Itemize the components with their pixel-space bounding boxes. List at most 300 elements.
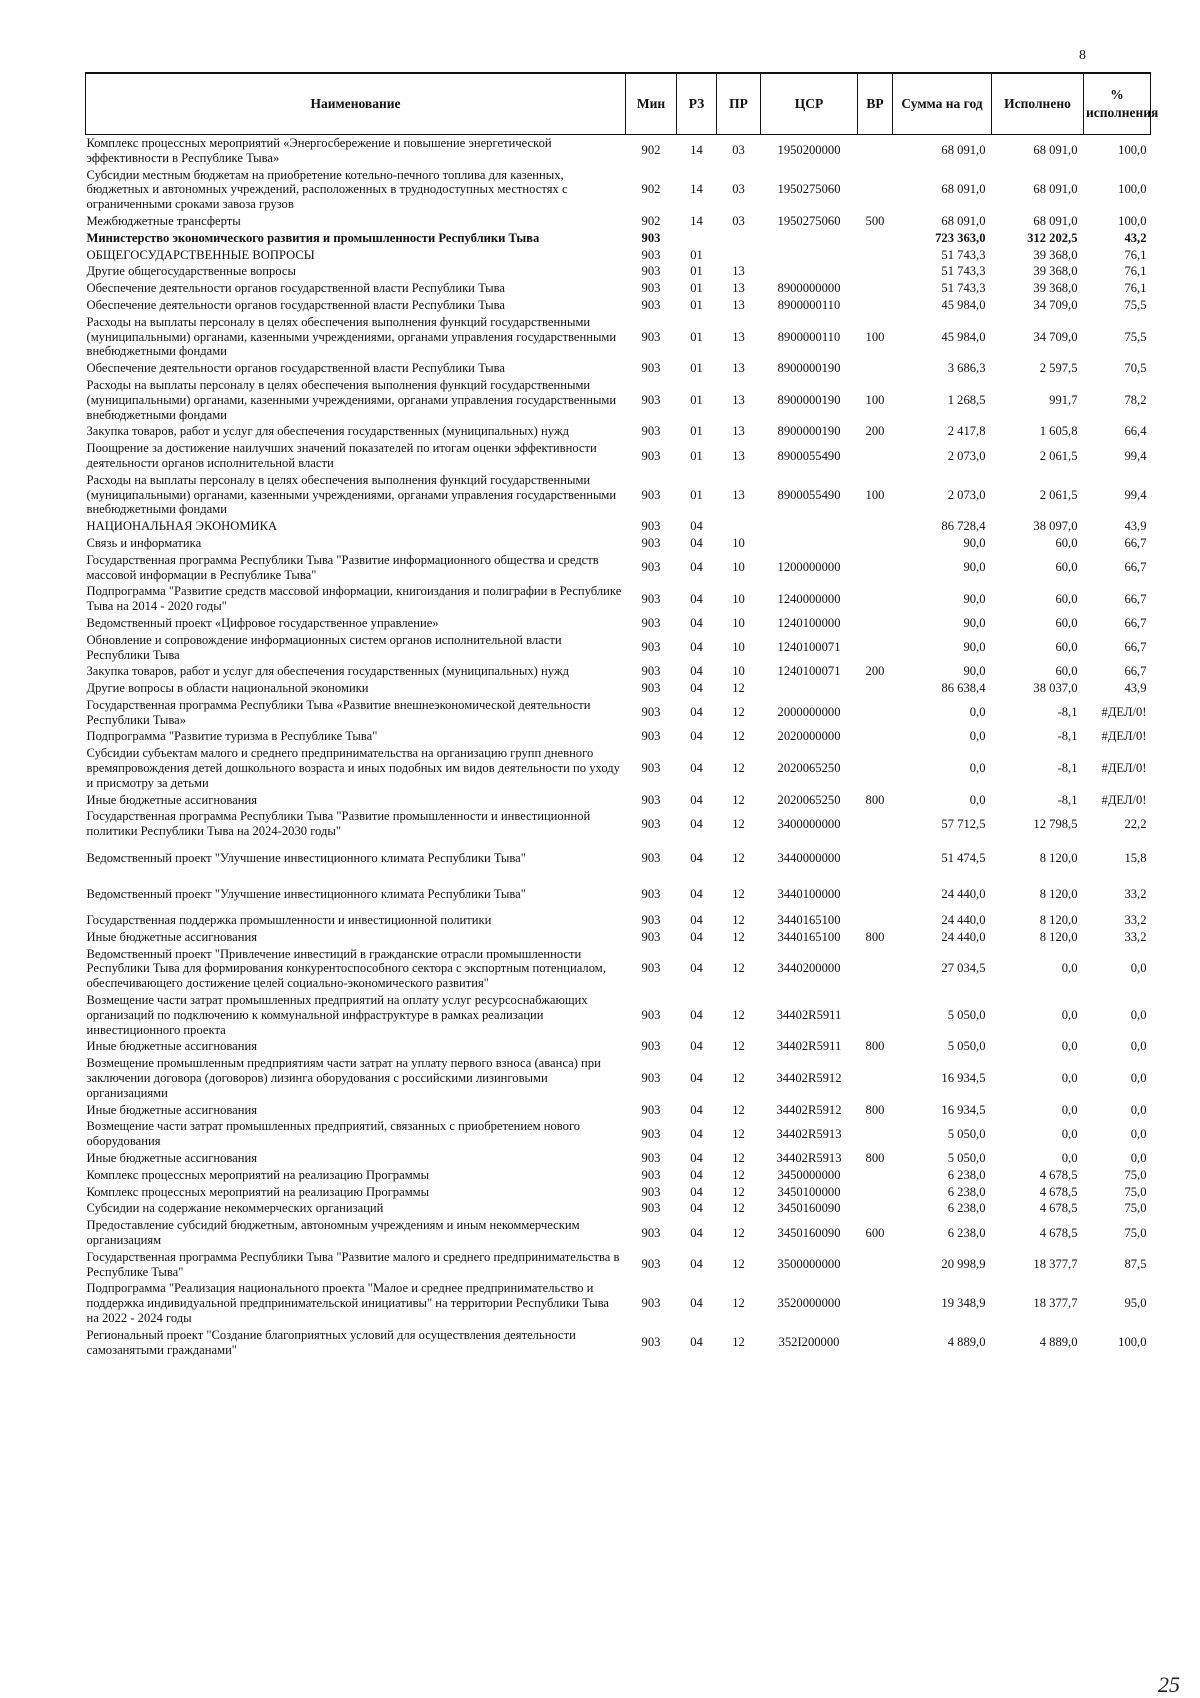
cell-pr: [717, 518, 761, 535]
cell-min: 903: [641, 560, 661, 575]
cell-sum: 6 238,0: [947, 1201, 986, 1216]
cell-rz: 01: [690, 329, 703, 344]
cell-min: 903: [641, 1335, 661, 1350]
cell-csr: [761, 247, 858, 264]
table-row: [86, 1249, 1151, 1281]
table-row: [86, 840, 1151, 876]
header-name: Наименование: [86, 73, 626, 135]
cell-done: 68 091,0: [1033, 182, 1078, 197]
cell-rz: 01: [690, 487, 703, 502]
table-row: [86, 745, 1151, 791]
cell-min: 902: [641, 143, 661, 158]
cell-pct: 0,0: [1130, 1007, 1147, 1022]
cell-pr: 12: [732, 1039, 745, 1054]
cell-csr: [761, 263, 858, 280]
cell-pct: 43,9: [1124, 681, 1147, 696]
cell-done: 12 798,5: [1033, 816, 1078, 831]
cell-rz: 04: [690, 1102, 703, 1117]
cell-done: 0,0: [1061, 961, 1078, 976]
cell-sum: 6 238,0: [947, 1184, 986, 1199]
cell-vr: [858, 535, 893, 552]
cell-done: 0,0: [1061, 1126, 1078, 1141]
cell-name: Подпрограмма "Развитие средств массовой информации, книгоиздания и полиграфии в Республике Тыва на 2014 - 2020 годы": [86, 584, 622, 614]
cell-name: Иные бюджетные ассигнования: [86, 1039, 258, 1054]
cell-csr: 3440000000: [777, 850, 841, 865]
cell-done: 34 709,0: [1033, 329, 1078, 344]
table-row: [86, 247, 1151, 264]
cell-sum: 86 638,4: [941, 681, 986, 696]
cell-sum: 51 743,3: [941, 281, 986, 296]
cell-min: 903: [641, 424, 661, 439]
cell-pct: 100,0: [1118, 213, 1147, 228]
cell-sum: 51 743,3: [941, 247, 986, 262]
cell-vr: [858, 1118, 893, 1150]
cell-name: Межбюджетные трансферты: [86, 213, 241, 228]
cell-vr: [858, 1184, 893, 1201]
cell-pct: 99,4: [1124, 487, 1147, 502]
cell-min: 903: [641, 792, 661, 807]
cell-name: Государственная программа Республики Тыва "Развитие малого и среднего предпринимательства в Республике Тыва": [86, 1249, 620, 1279]
cell-pct: #ДЕЛ/0!: [1101, 761, 1147, 776]
cell-rz: 04: [690, 850, 703, 865]
cell-pr: 12: [732, 1151, 745, 1166]
cell-csr: 3500000000: [777, 1257, 841, 1272]
cell-min: 903: [641, 886, 661, 901]
cell-vr: [858, 247, 893, 264]
cell-sum: 90,0: [963, 535, 986, 550]
cell-pct: 70,5: [1124, 361, 1147, 376]
cell-rz: 04: [690, 792, 703, 807]
cell-rz: 04: [690, 591, 703, 606]
cell-done: 38 037,0: [1033, 681, 1078, 696]
cell-min: 903: [641, 1257, 661, 1272]
cell-pr: 13: [732, 264, 745, 279]
cell-pct: 75,5: [1124, 297, 1147, 312]
cell-pct: 0,0: [1130, 1039, 1147, 1054]
cell-csr: 1200000000: [777, 560, 841, 575]
cell-min: 903: [641, 816, 661, 831]
cell-pr: 12: [732, 913, 745, 928]
table-row: [86, 808, 1151, 840]
cell-min: 903: [641, 850, 661, 865]
cell-pr: 03: [732, 143, 745, 158]
cell-vr: 800: [865, 1039, 885, 1054]
cell-csr: 3440165100: [777, 913, 841, 928]
cell-min: 903: [641, 1151, 661, 1166]
cell-vr: 100: [865, 329, 885, 344]
cell-pct: 99,4: [1124, 448, 1147, 463]
cell-pct: 75,5: [1124, 329, 1147, 344]
cell-vr: 100: [865, 487, 885, 502]
cell-sum: 27 034,5: [941, 961, 986, 976]
cell-sum: 0,0: [969, 729, 986, 744]
cell-done: -8,1: [1057, 705, 1078, 720]
cell-rz: 14: [690, 143, 703, 158]
cell-csr: 3450100000: [777, 1184, 841, 1199]
cell-pct: 0,0: [1130, 1126, 1147, 1141]
cell-sum: 90,0: [963, 615, 986, 630]
cell-sum: 3 686,3: [947, 361, 986, 376]
cell-pct: 0,0: [1130, 961, 1147, 976]
cell-csr: [761, 230, 858, 247]
cell-pr: 12: [732, 1102, 745, 1117]
cell-name: Закупка товаров, работ и услуг для обеспечения государственных (муниципальных) нужд: [86, 424, 569, 439]
cell-vr: [858, 518, 893, 535]
cell-done: 60,0: [1055, 591, 1078, 606]
cell-sum: 90,0: [963, 664, 986, 679]
cell-pct: 87,5: [1124, 1257, 1147, 1272]
cell-pr: 12: [732, 1225, 745, 1240]
table-row: [86, 663, 1151, 680]
cell-csr: 34402R5913: [776, 1151, 842, 1166]
cell-pct: 66,7: [1124, 664, 1147, 679]
cell-pct: 43,9: [1124, 519, 1147, 534]
cell-pr: 13: [732, 392, 745, 407]
cell-csr: 34402R5911: [776, 1039, 842, 1054]
cell-sum: 86 728,4: [941, 519, 986, 534]
cell-min: 903: [641, 448, 661, 463]
table-row: [86, 423, 1151, 440]
cell-min: 903: [641, 329, 661, 344]
cell-csr: [761, 518, 858, 535]
cell-done: 4 678,5: [1039, 1201, 1078, 1216]
cell-vr: [858, 360, 893, 377]
cell-pr: 12: [732, 681, 745, 696]
cell-pct: 22,2: [1124, 816, 1147, 831]
cell-name: Субсидии субъектам малого и среднего предпринимательства на организацию групп дневного времяпровождения детей дошкольного возраста и иных подобных им видов деятельности по уходу и присмотру за детьми: [86, 746, 620, 790]
cell-pct: 76,1: [1124, 281, 1147, 296]
cell-name: Комплекс процессных мероприятий «Энергосбережение и повышение энергетической эффективности в Республике Тыва»: [86, 136, 552, 165]
cell-pct: 0,0: [1130, 1102, 1147, 1117]
cell-vr: [858, 992, 893, 1038]
cell-done: 39 368,0: [1033, 247, 1078, 262]
cell-pct: 75,0: [1124, 1225, 1147, 1240]
cell-done: 38 097,0: [1033, 519, 1078, 534]
cell-csr: 1950275060: [777, 213, 841, 228]
table-row: [86, 535, 1151, 552]
cell-min: 903: [641, 640, 661, 655]
cell-vr: [858, 876, 893, 912]
table-row: [86, 280, 1151, 297]
cell-rz: 04: [690, 615, 703, 630]
cell-name: Региональный проект "Создание благоприятных условий для осуществления деятельности самозанятыми гражданами": [86, 1327, 576, 1357]
cell-vr: [858, 263, 893, 280]
table-row: [86, 230, 1151, 247]
table-row: [86, 1102, 1151, 1119]
cell-min: 903: [641, 961, 661, 976]
cell-vr: [858, 912, 893, 929]
cell-sum: 5 050,0: [947, 1151, 986, 1166]
cell-pr: 13: [732, 281, 745, 296]
cell-sum: 51 743,3: [941, 264, 986, 279]
cell-done: 4 678,5: [1039, 1167, 1078, 1182]
table-row: [86, 263, 1151, 280]
cell-rz: 04: [690, 816, 703, 831]
cell-rz: 04: [690, 1007, 703, 1022]
cell-rz: 04: [690, 961, 703, 976]
cell-sum: 90,0: [963, 591, 986, 606]
cell-pct: #ДЕЛ/0!: [1101, 705, 1147, 720]
table-row: [86, 946, 1151, 992]
cell-pct: 100,0: [1118, 143, 1147, 158]
cell-sum: 24 440,0: [941, 913, 986, 928]
cell-csr: 3450160090: [777, 1225, 841, 1240]
cell-min: 903: [641, 681, 661, 696]
cell-min: 903: [641, 664, 661, 679]
cell-name: Поощрение за достижение наилучших значений показателей по итогам оценки эффективности деятельности органов исполнительной власти: [86, 441, 597, 470]
cell-pct: 100,0: [1118, 182, 1147, 197]
cell-sum: 0,0: [969, 705, 986, 720]
cell-name: ОБЩЕГОСУДАРСТВЕННЫЕ ВОПРОСЫ: [86, 247, 315, 262]
cell-pr: 12: [732, 816, 745, 831]
cell-name: Иные бюджетные ассигнования: [86, 792, 258, 807]
cell-rz: 04: [690, 761, 703, 776]
cell-pr: 12: [732, 1257, 745, 1272]
cell-rz: 04: [690, 519, 703, 534]
cell-pct: 66,7: [1124, 640, 1147, 655]
cell-sum: 45 984,0: [941, 329, 986, 344]
table-row: [86, 1167, 1151, 1184]
cell-pr: 10: [732, 664, 745, 679]
cell-vr: [858, 135, 893, 167]
cell-pct: 75,0: [1124, 1167, 1147, 1182]
cell-rz: 04: [690, 640, 703, 655]
cell-sum: 723 363,0: [935, 230, 986, 245]
cell-pr: 13: [732, 487, 745, 502]
cell-min: 903: [641, 535, 661, 550]
cell-pct: 43,2: [1124, 230, 1147, 245]
cell-done: 4 678,5: [1039, 1184, 1078, 1199]
cell-name: Расходы на выплаты персоналу в целях обеспечения выполнения функций государственными (муниципальными) органами, казенными учреждениями, органами управления государственными внебюджетными фондами: [86, 314, 617, 359]
header-rz: РЗ: [677, 73, 717, 135]
cell-min: 903: [641, 1007, 661, 1022]
cell-pr: 12: [732, 850, 745, 865]
cell-vr: 800: [865, 1151, 885, 1166]
cell-rz: 04: [690, 886, 703, 901]
cell-csr: 3450160090: [777, 1201, 841, 1216]
cell-name: Возмещение части затрат промышленных предприятий, связанных с приобретением нового оборудования: [86, 1119, 581, 1149]
cell-pr: [717, 247, 761, 264]
cell-sum: 5 050,0: [947, 1126, 986, 1141]
cell-min: 903: [641, 1201, 661, 1216]
cell-rz: 04: [690, 1151, 703, 1166]
cell-vr: [858, 280, 893, 297]
cell-csr: 8900000190: [777, 392, 841, 407]
cell-done: 8 120,0: [1039, 913, 1078, 928]
cell-sum: 16 934,5: [941, 1071, 986, 1086]
cell-sum: 90,0: [963, 560, 986, 575]
cell-vr: [858, 167, 893, 213]
cell-sum: 24 440,0: [941, 886, 986, 901]
table-row: [86, 929, 1151, 946]
cell-name: Министерство экономического развития и промышленности Республики Тыва: [86, 230, 540, 245]
cell-csr: 3520000000: [777, 1296, 841, 1311]
cell-min: 903: [641, 392, 661, 407]
cell-pct: 33,2: [1124, 929, 1147, 944]
cell-pct: 66,7: [1124, 560, 1147, 575]
cell-rz: 04: [690, 1039, 703, 1054]
cell-vr: [858, 1280, 893, 1326]
cell-csr: 3440165100: [777, 929, 841, 944]
cell-rz: 04: [690, 1167, 703, 1182]
cell-sum: 68 091,0: [941, 182, 986, 197]
table-row: [86, 697, 1151, 729]
cell-min: 903: [641, 705, 661, 720]
cell-done: 34 709,0: [1033, 297, 1078, 312]
cell-csr: 1240100071: [777, 664, 841, 679]
cell-min: 903: [641, 519, 661, 534]
cell-vr: [858, 946, 893, 992]
cell-vr: [858, 230, 893, 247]
cell-done: -8,1: [1057, 761, 1078, 776]
cell-name: Возмещение промышленным предприятиям части затрат на уплату первого взноса (аванса) при заключении договора (договоров) лизинга оборудования с российскими лизинговыми организациями: [86, 1056, 601, 1100]
cell-vr: 200: [865, 424, 885, 439]
cell-done: 39 368,0: [1033, 264, 1078, 279]
header-csr: ЦСР: [761, 73, 858, 135]
budget-table-sheet: [85, 72, 1159, 1358]
cell-name: Обеспечение деятельности органов государственной власти Республики Тыва: [86, 281, 505, 296]
cell-pr: 10: [732, 535, 745, 550]
cell-vr: [858, 1167, 893, 1184]
cell-name: Расходы на выплаты персоналу в целях обеспечения выполнения функций государственными (муниципальными) органами, казенными учреждениями, органами управления государственными внебюджетными фондами: [86, 377, 617, 422]
cell-vr: [858, 728, 893, 745]
cell-vr: [858, 680, 893, 697]
cell-sum: 51 474,5: [941, 850, 986, 865]
cell-rz: 04: [690, 1335, 703, 1350]
cell-sum: 5 050,0: [947, 1039, 986, 1054]
cell-pr: 10: [732, 591, 745, 606]
cell-min: 903: [641, 361, 661, 376]
cell-rz: 01: [690, 392, 703, 407]
cell-vr: [858, 440, 893, 472]
cell-vr: 800: [865, 792, 885, 807]
table-row: [86, 314, 1151, 360]
cell-min: 903: [641, 1225, 661, 1240]
cell-vr: 800: [865, 1102, 885, 1117]
cell-csr: 8900000110: [777, 297, 841, 312]
cell-name: Расходы на выплаты персоналу в целях обеспечения выполнения функций государственными (муниципальными) органами, казенными учреждениями, органами управления государственными внебюджетными фондами: [86, 472, 617, 517]
cell-vr: [858, 1249, 893, 1281]
cell-name: Ведомственный проект «Цифровое государственное управление»: [86, 615, 439, 630]
cell-done: 2 597,5: [1039, 361, 1078, 376]
cell-csr: 2020065250: [777, 792, 841, 807]
cell-pct: 76,1: [1124, 247, 1147, 262]
cell-pr: 03: [732, 213, 745, 228]
header-min: Мин: [626, 73, 677, 135]
cell-pr: 12: [732, 1296, 745, 1311]
cell-rz: 04: [690, 1126, 703, 1141]
cell-rz: 04: [690, 1296, 703, 1311]
cell-csr: 3440200000: [777, 961, 841, 976]
header-sum: Сумма на год: [893, 73, 992, 135]
table-row: [86, 440, 1151, 472]
cell-vr: [858, 632, 893, 664]
cell-done: 991,7: [1049, 392, 1078, 407]
cell-done: -8,1: [1057, 729, 1078, 744]
table-row: [86, 1327, 1151, 1359]
cell-min: 903: [641, 297, 661, 312]
cell-name: Обновление и сопровождение информационных систем органов исполнительной власти Республики Тыва: [86, 632, 562, 662]
cell-min: 903: [641, 913, 661, 928]
cell-sum: 2 073,0: [947, 448, 986, 463]
cell-name: Обеспечение деятельности органов государственной власти Республики Тыва: [86, 361, 505, 376]
table-header: [86, 73, 1159, 135]
cell-min: 903: [641, 1126, 661, 1141]
cell-csr: 2020065250: [777, 761, 841, 776]
cell-rz: 04: [690, 929, 703, 944]
cell-pr: 12: [732, 1126, 745, 1141]
table-row: [86, 632, 1151, 664]
cell-csr: 34402R5912: [776, 1071, 842, 1086]
table-row: [86, 377, 1151, 423]
table-row: [86, 912, 1151, 929]
cell-sum: 19 348,9: [941, 1296, 986, 1311]
cell-name: НАЦИОНАЛЬНАЯ ЭКОНОМИКА: [86, 519, 278, 534]
table-row: [86, 297, 1151, 314]
cell-pct: 66,7: [1124, 591, 1147, 606]
cell-sum: 68 091,0: [941, 213, 986, 228]
cell-rz: 04: [690, 535, 703, 550]
cell-pr: 13: [732, 448, 745, 463]
table-row: [86, 992, 1151, 1038]
cell-vr: [858, 583, 893, 615]
cell-name: Комплекс процессных мероприятий на реализацию Программы: [86, 1184, 430, 1199]
cell-pct: 0,0: [1130, 1071, 1147, 1086]
cell-pr: 13: [732, 297, 745, 312]
cell-pct: 76,1: [1124, 264, 1147, 279]
cell-rz: 04: [690, 1225, 703, 1240]
table-row: [86, 360, 1151, 377]
cell-name: Государственная программа Республики Тыва «Развитие внешнеэкономической деятельности Республики Тыва»: [86, 697, 591, 727]
cell-pr: 10: [732, 560, 745, 575]
cell-name: Государственная программа Республики Тыва "Развитие промышленности и инвестиционной политики Республики Тыва на 2024-2030 годы": [86, 809, 591, 839]
cell-min: 903: [641, 1167, 661, 1182]
table-row: [86, 135, 1151, 167]
cell-vr: [858, 552, 893, 584]
cell-sum: 16 934,5: [941, 1102, 986, 1117]
cell-csr: [761, 680, 858, 697]
table-row: [86, 1038, 1151, 1055]
cell-min: 902: [641, 182, 661, 197]
cell-rz: 04: [690, 560, 703, 575]
cell-pr: 12: [732, 1071, 745, 1086]
cell-pr: [717, 230, 761, 247]
cell-csr: 3440100000: [777, 886, 841, 901]
cell-pr: 03: [732, 182, 745, 197]
cell-csr: 8900000110: [777, 329, 841, 344]
cell-name: Предоставление субсидий бюджетным, автономным учреждениям и иным некоммерческим организациям: [86, 1218, 580, 1247]
cell-vr: [858, 1055, 893, 1101]
cell-min: 903: [641, 1039, 661, 1054]
cell-sum: 2 073,0: [947, 487, 986, 502]
cell-csr: 1240100071: [777, 640, 841, 655]
cell-vr: [858, 745, 893, 791]
table-row: [86, 167, 1151, 213]
cell-pr: 12: [732, 1184, 745, 1199]
cell-rz: 04: [690, 681, 703, 696]
cell-pr: 12: [732, 729, 745, 744]
cell-vr: 200: [865, 664, 885, 679]
cell-min: 903: [641, 281, 661, 296]
page-number: 8: [1079, 48, 1086, 63]
cell-pct: #ДЕЛ/0!: [1101, 729, 1147, 744]
cell-vr: [858, 840, 893, 876]
table-row: [86, 1184, 1151, 1201]
header-done: Исполнено: [992, 73, 1084, 135]
cell-done: 8 120,0: [1039, 886, 1078, 901]
cell-done: 1 605,8: [1039, 424, 1078, 439]
cell-pr: 13: [732, 361, 745, 376]
